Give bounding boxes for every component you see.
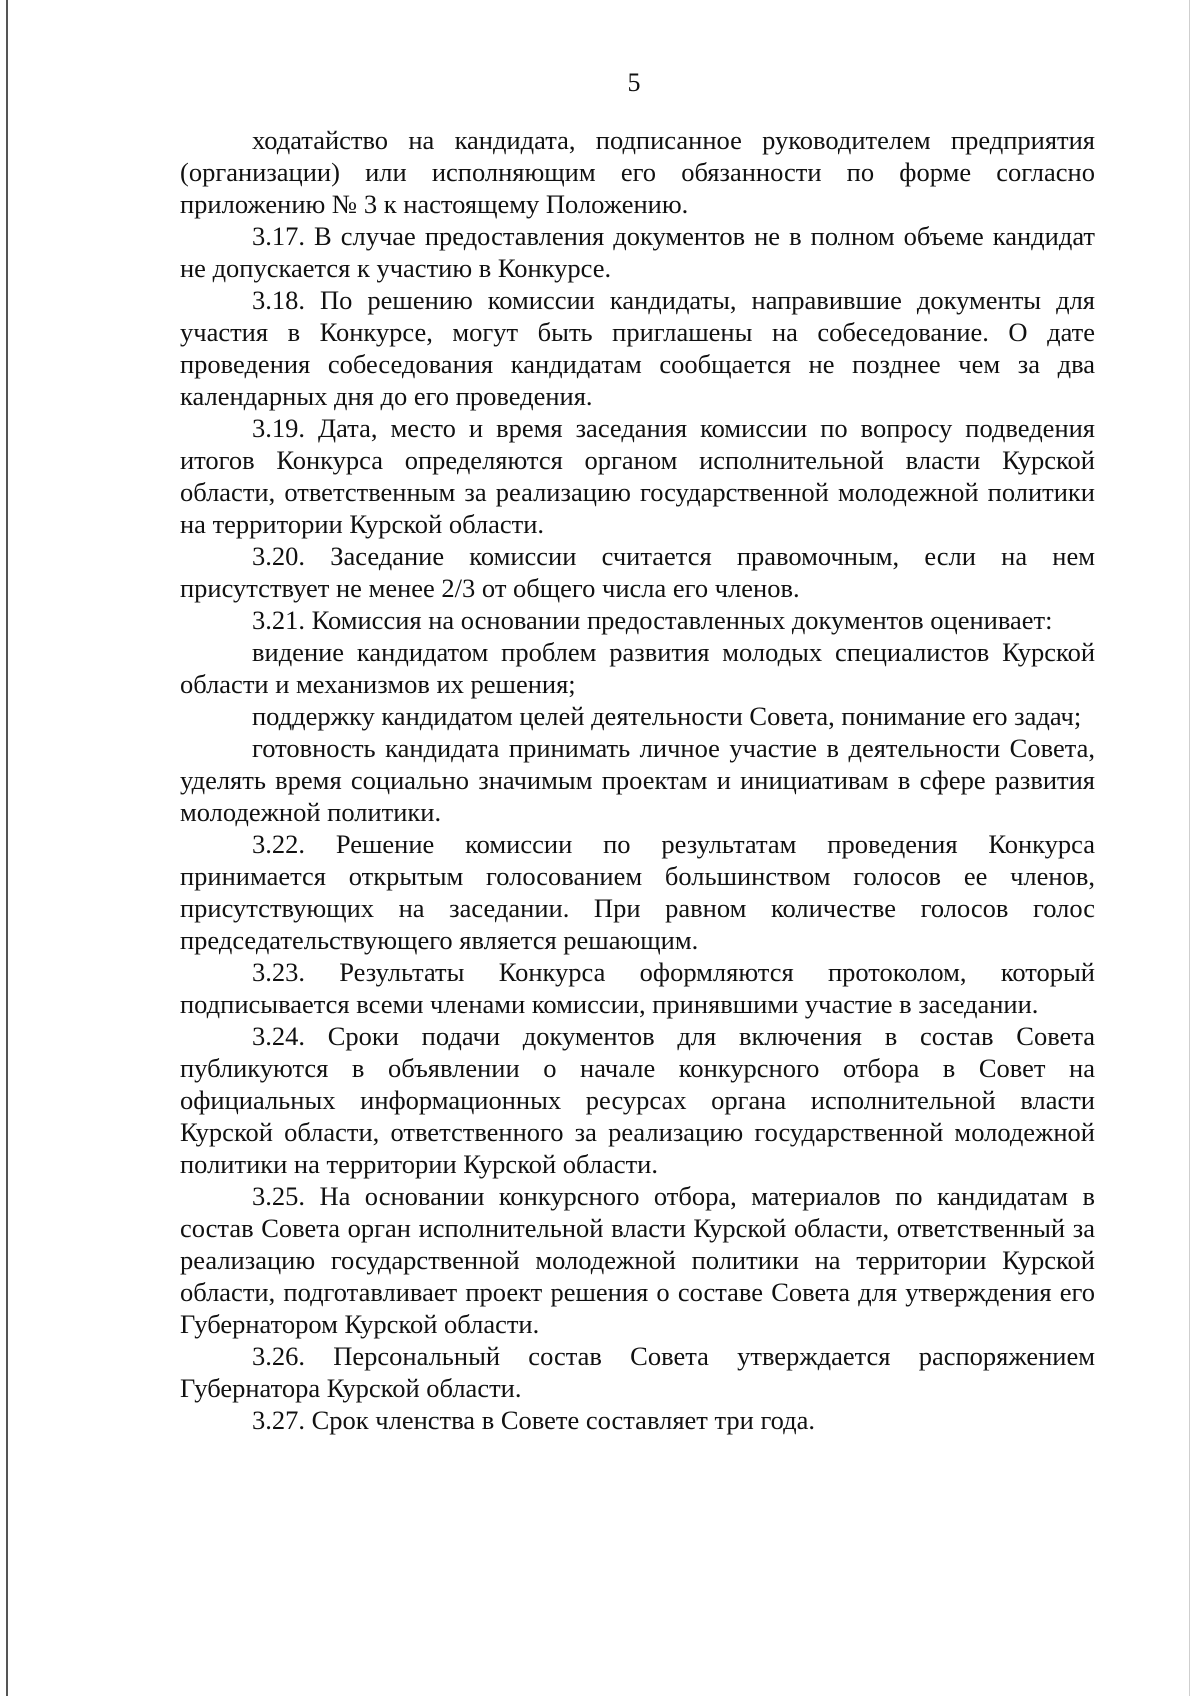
paragraph-continuation: ходатайство на кандидата, подписанное руководителем предприятия (организации) или исполняющим его обязанности по форме согласно приложению № 3 к настоящему Положению.	[180, 125, 1095, 219]
paragraph-3-25: 3.25. На основании конкурсного отбора, материалов по кандидатам в состав Совета орган исполнительной власти Курской области, ответственный за реализацию государственной молодежной политики на территории Курской области, подготавливает проект решения о составе Совета для утверждения его Губернатором Курской области.	[180, 1181, 1095, 1339]
paragraph-3-22: 3.22. Решение комиссии по результатам проведения Конкурса принимается открытым голосованием большинством голосов ее членов, присутствующих на заседании. При равном количестве голосов голос председательствующего является решающим.	[180, 829, 1095, 955]
page-number: 5	[627, 68, 641, 97]
paragraph-3-20: 3.20. Заседание комиссии считается правомочным, если на нем присутствует не менее 2/3 от общего числа его членов.	[180, 541, 1095, 603]
criterion-vision: видение кандидатом проблем развития молодых специалистов Курской области и механизмов их решения;	[180, 637, 1095, 699]
paragraph-3-27: 3.27. Срок членства в Совете составляет три года.	[252, 1405, 816, 1435]
paragraph-3-23: 3.23. Результаты Конкурса оформляются протоколом, который подписывается всеми членами комиссии, принявшими участие в заседании.	[180, 957, 1095, 1019]
scan-left-edge	[6, 0, 8, 1696]
paragraph-3-19: 3.19. Дата, место и время заседания комиссии по вопросу подведения итогов Конкурса определяются органом исполнительной власти Курской области, ответственным за реализацию государственной молодежной политики на территории Курской области.	[180, 413, 1095, 539]
paragraph-3-24: 3.24. Сроки подачи документов для включения в состав Совета публикуются в объявлении о начале конкурсного отбора в Совет на официальных информационных ресурсах органа исполнительной власти Курской области, ответственного за реализацию государственной молодежной политики на территории Курской области.	[180, 1021, 1095, 1179]
criterion-support: поддержку кандидатом целей деятельности Совета, понимание его задач;	[252, 701, 1082, 731]
paragraph-3-18: 3.18. По решению комиссии кандидаты, направившие документы для участия в Конкурсе, могут быть приглашены на собеседование. О дате проведения собеседования кандидатам сообщается не позднее чем за два календарных дня до его проведения.	[180, 285, 1095, 411]
scan-right-edge	[1189, 0, 1190, 1696]
criterion-readiness: готовность кандидата принимать личное участие в деятельности Совета, уделять время социально значимым проектам и инициативам в сфере развития молодежной политики.	[180, 733, 1095, 827]
document-body	[180, 124, 1095, 1436]
paragraph-3-17: 3.17. В случае предоставления документов не в полном объеме кандидат не допускается к участию в Конкурсе.	[180, 221, 1095, 283]
paragraph-3-26: 3.26. Персональный состав Совета утверждается распоряжением Губернатора Курской области.	[180, 1341, 1095, 1403]
paragraph-3-21: 3.21. Комиссия на основании предоставленных документов оценивает:	[252, 605, 1053, 635]
